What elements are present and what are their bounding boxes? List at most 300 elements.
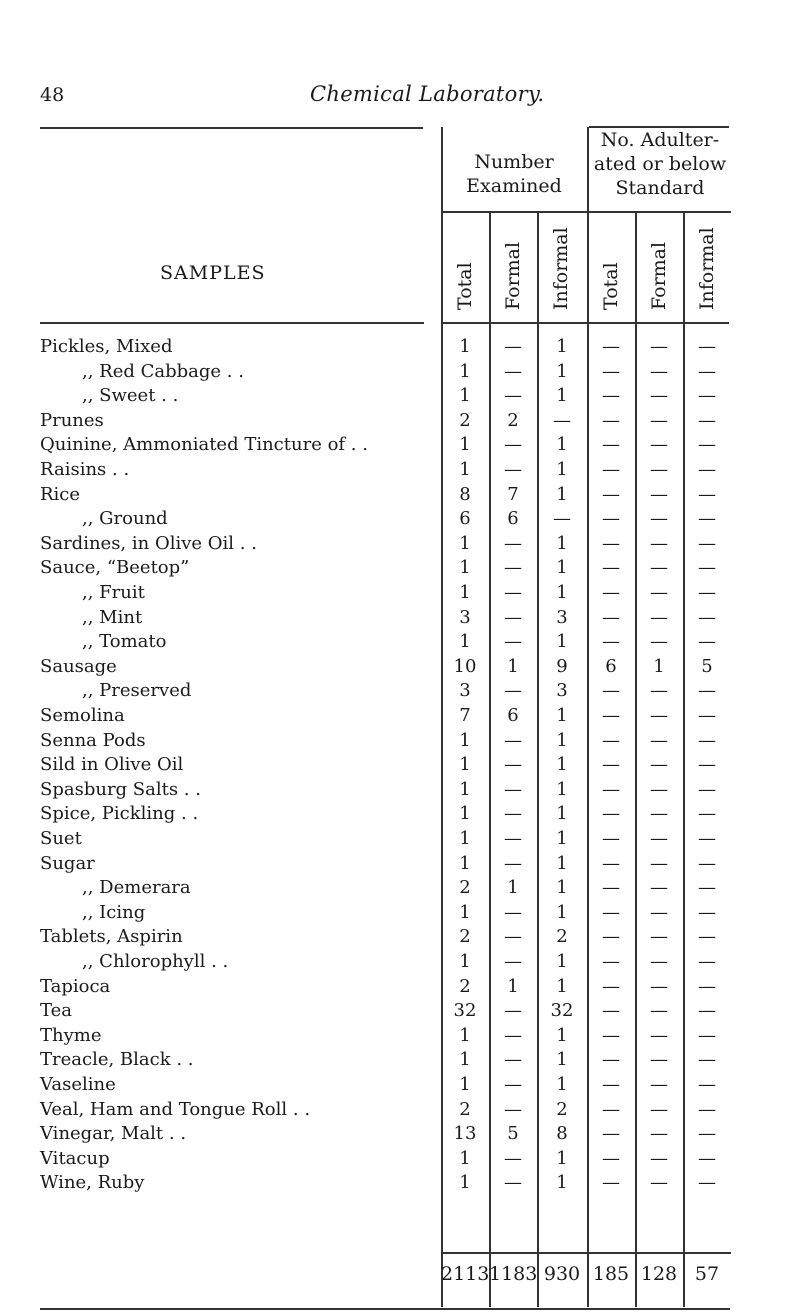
- table-cell: —: [602, 483, 620, 505]
- sample-name: Wine, Ruby: [40, 1172, 145, 1194]
- sample-name: Sardines, in Olive Oil . .: [40, 532, 257, 554]
- number-examined-line-1: Number: [474, 151, 554, 173]
- table-cell: 1: [459, 532, 471, 554]
- table-cell: —: [650, 557, 668, 579]
- table-row: [40, 753, 720, 777]
- sample-name: Pickles, Mixed: [40, 336, 173, 357]
- total-cell: 1183: [489, 1263, 538, 1285]
- table-cell: —: [650, 1000, 668, 1022]
- sample-name: ,, Ground: [82, 508, 168, 530]
- table-cell: —: [602, 606, 620, 628]
- table-cell: —: [504, 828, 522, 849]
- table-cell: —: [602, 729, 620, 751]
- table-cell: 1: [556, 729, 568, 751]
- totals-rule: [441, 1252, 731, 1254]
- table-row: [40, 433, 720, 457]
- table-cell: —: [698, 729, 716, 751]
- table-cell: —: [602, 1049, 620, 1071]
- table-cell: 1: [459, 459, 471, 480]
- table-cell: —: [698, 926, 716, 948]
- table-cell: 2: [459, 926, 471, 948]
- table-cell: —: [504, 778, 522, 800]
- table-cell: 1: [556, 901, 568, 923]
- table-cell: —: [602, 385, 620, 407]
- table-cell: —: [698, 532, 716, 554]
- table-cell: —: [602, 360, 620, 382]
- col-header-informal-adulterated: Informal: [696, 227, 718, 310]
- sample-name: ,, Fruit: [82, 582, 145, 603]
- samples-header: SAMPLES: [160, 262, 266, 284]
- table-cell: 2: [507, 409, 519, 431]
- table-cell: 1: [556, 1172, 568, 1194]
- table-row: [40, 1147, 720, 1171]
- sample-name: Tapioca: [40, 975, 111, 997]
- col-header-informal-examined: Informal: [550, 227, 572, 310]
- page-number: 48: [40, 84, 65, 106]
- table-cell: 10: [453, 655, 477, 677]
- sample-name: ,, Mint: [82, 606, 143, 628]
- table-cell: —: [602, 508, 620, 530]
- sample-name: ,, Demerara: [82, 877, 191, 899]
- table-cell: 1: [556, 532, 568, 554]
- table-row: [40, 999, 720, 1023]
- table-cell: —: [698, 705, 716, 726]
- table-cell: 2: [556, 1098, 568, 1120]
- table-cell: —: [602, 754, 620, 776]
- table-cell: —: [602, 1147, 620, 1169]
- sample-name: ,, Icing: [82, 901, 146, 923]
- sample-name: Suet: [40, 828, 82, 849]
- sample-name: Semolina: [40, 705, 125, 726]
- table-cell: —: [504, 631, 522, 653]
- number-examined-line-2: Examined: [466, 175, 562, 197]
- sample-name: Vinegar, Malt . .: [40, 1123, 187, 1145]
- table-cell: 3: [556, 606, 568, 628]
- table-cell: —: [698, 631, 716, 653]
- table-cell: —: [602, 1172, 620, 1194]
- table-row: [40, 1073, 720, 1097]
- table-cell: —: [698, 1074, 716, 1095]
- table-row: [40, 335, 720, 359]
- table-cell: 9: [556, 655, 568, 677]
- table-cell: —: [698, 459, 716, 480]
- table-row: [40, 975, 720, 999]
- header-divider: [441, 211, 731, 213]
- sample-name: Thyme: [40, 1024, 102, 1046]
- col-header-total-examined: Total: [454, 262, 476, 310]
- sample-name: Sauce, “Beetop”: [40, 557, 190, 579]
- table-cell: —: [602, 975, 620, 997]
- table-cell: —: [650, 483, 668, 505]
- table-cell: —: [698, 606, 716, 628]
- table-cell: 1: [556, 852, 568, 874]
- table-cell: —: [504, 582, 522, 603]
- table-cell: 1: [653, 655, 665, 677]
- table-cell: 1: [556, 557, 568, 579]
- table-cell: —: [602, 901, 620, 923]
- table-cell: —: [650, 1024, 668, 1046]
- table-cell: —: [602, 1074, 620, 1095]
- table-cell: 1: [556, 1024, 568, 1046]
- table-cell: —: [504, 951, 522, 972]
- table-cell: —: [602, 336, 620, 357]
- table-cell: 1: [507, 975, 519, 997]
- table-cell: 5: [507, 1123, 519, 1145]
- table-cell: —: [602, 582, 620, 603]
- table-cell: —: [504, 532, 522, 554]
- table-cell: 1: [556, 434, 568, 456]
- number-examined-header: [441, 150, 587, 198]
- table-cell: 6: [459, 508, 471, 530]
- table-cell: 1: [459, 729, 471, 751]
- table-cell: 1: [556, 975, 568, 997]
- table-cell: —: [602, 680, 620, 702]
- table-cell: 1: [459, 1024, 471, 1046]
- table-cell: —: [602, 803, 620, 825]
- table-row: [40, 1098, 720, 1122]
- table-cell: —: [602, 877, 620, 899]
- running-title: Chemical Laboratory.: [310, 82, 545, 106]
- total-cell: 930: [543, 1263, 581, 1285]
- table-cell: 1: [556, 1074, 568, 1095]
- table-cell: 1: [556, 803, 568, 825]
- table-cell: —: [602, 705, 620, 726]
- table-cell: 1: [556, 483, 568, 505]
- table-row: [40, 802, 720, 826]
- table-row: [40, 876, 720, 900]
- table-row: [40, 827, 720, 851]
- sample-name: Raisins . .: [40, 459, 130, 480]
- table-cell: —: [504, 901, 522, 923]
- table-cell: 1: [556, 951, 568, 972]
- table-cell: 8: [556, 1123, 568, 1145]
- adulterated-line-2: ated or below: [593, 153, 727, 175]
- table-cell: 1: [459, 557, 471, 579]
- table-cell: 1: [459, 852, 471, 874]
- table-cell: 1: [556, 705, 568, 726]
- table-cell: 7: [459, 705, 471, 726]
- table-cell: 13: [453, 1123, 477, 1145]
- table-row: [40, 1122, 720, 1146]
- table-cell: 32: [550, 1000, 574, 1022]
- table-cell: —: [602, 459, 620, 480]
- table-row: [40, 630, 720, 654]
- table-cell: —: [650, 778, 668, 800]
- table-cell: —: [504, 385, 522, 407]
- sample-name: ,, Red Cabbage . .: [82, 360, 244, 382]
- table-cell: 1: [556, 360, 568, 382]
- table-cell: —: [698, 877, 716, 899]
- table-cell: —: [602, 778, 620, 800]
- table-cell: 1: [556, 631, 568, 653]
- table-cell: —: [650, 877, 668, 899]
- table-cell: —: [698, 852, 716, 874]
- table-cell: —: [602, 828, 620, 849]
- table-cell: —: [504, 926, 522, 948]
- table-cell: 8: [459, 483, 471, 505]
- table-cell: —: [650, 975, 668, 997]
- col-header-total-adulterated: Total: [600, 262, 622, 310]
- table-cell: —: [553, 508, 571, 530]
- table-cell: 1: [556, 1049, 568, 1071]
- table-cell: —: [698, 557, 716, 579]
- table-row: [40, 679, 720, 703]
- sample-name: Veal, Ham and Tongue Roll . .: [40, 1098, 311, 1120]
- table-cell: 1: [556, 828, 568, 849]
- table-cell: —: [698, 778, 716, 800]
- table-cell: —: [698, 1000, 716, 1022]
- table-cell: —: [504, 754, 522, 776]
- table-row: [40, 901, 720, 925]
- table-cell: —: [698, 385, 716, 407]
- bottom-rule: [40, 1308, 730, 1310]
- table-row: [40, 852, 720, 876]
- table-cell: —: [698, 483, 716, 505]
- table-cell: —: [650, 1049, 668, 1071]
- table-cell: 2: [459, 409, 471, 431]
- col-header-formal-adulterated: Formal: [648, 241, 670, 310]
- table-cell: —: [698, 336, 716, 357]
- table-cell: 6: [605, 655, 617, 677]
- table-cell: 1: [556, 336, 568, 357]
- table-cell: 1: [459, 1049, 471, 1071]
- table-cell: 1: [556, 385, 568, 407]
- table-cell: —: [650, 409, 668, 431]
- table-cell: —: [602, 1123, 620, 1145]
- table-cell: —: [650, 926, 668, 948]
- table-cell: —: [650, 1123, 668, 1145]
- table-cell: —: [698, 1024, 716, 1046]
- table-row: [40, 507, 720, 531]
- table-cell: —: [504, 459, 522, 480]
- table-cell: —: [698, 1123, 716, 1145]
- table-cell: —: [504, 1074, 522, 1095]
- table-cell: 1: [459, 336, 471, 357]
- table-row: [40, 1048, 720, 1072]
- table-cell: 32: [453, 1000, 477, 1022]
- table-cell: 1: [459, 1172, 471, 1194]
- table-cell: 1: [556, 754, 568, 776]
- table-row: [40, 581, 720, 605]
- sample-name: Tea: [40, 1000, 72, 1022]
- table-cell: —: [504, 336, 522, 357]
- table-row: [40, 384, 720, 408]
- header-bottom-rule: [40, 322, 424, 324]
- table-cell: —: [650, 1147, 668, 1169]
- top-rule: [40, 127, 423, 129]
- table-cell: 2: [459, 1098, 471, 1120]
- table-cell: —: [650, 951, 668, 972]
- table-cell: —: [602, 1098, 620, 1120]
- table-cell: 1: [459, 631, 471, 653]
- header-bottom-rule-cols: [441, 322, 729, 324]
- table-cell: —: [698, 1172, 716, 1194]
- table-cell: 1: [459, 901, 471, 923]
- sample-name: Sild in Olive Oil: [40, 754, 184, 776]
- table-cell: 1: [556, 778, 568, 800]
- table-cell: —: [650, 459, 668, 480]
- table-row: [40, 360, 720, 384]
- table-row: [40, 409, 720, 433]
- table-cell: 1: [507, 877, 519, 899]
- table-cell: 1: [459, 951, 471, 972]
- table-row: [40, 1171, 720, 1195]
- table-cell: —: [698, 434, 716, 456]
- total-cell: 57: [694, 1263, 720, 1285]
- table-cell: —: [650, 582, 668, 603]
- table-cell: 1: [556, 459, 568, 480]
- col-header-formal-examined: Formal: [502, 241, 524, 310]
- table-cell: 1: [459, 360, 471, 382]
- table-cell: —: [698, 828, 716, 849]
- adulterated-line-3: Standard: [615, 177, 705, 199]
- table-row: [40, 1024, 720, 1048]
- table-cell: —: [602, 434, 620, 456]
- table-cell: —: [504, 729, 522, 751]
- total-cell: 128: [640, 1263, 678, 1285]
- table-cell: —: [650, 901, 668, 923]
- table-cell: 5: [701, 655, 713, 677]
- table-cell: —: [698, 975, 716, 997]
- table-cell: 2: [556, 926, 568, 948]
- table-cell: —: [650, 705, 668, 726]
- table-cell: —: [602, 951, 620, 972]
- sample-name: ,, Preserved: [82, 680, 192, 702]
- table-row: [40, 925, 720, 949]
- table-row: [40, 532, 720, 556]
- sample-name: ,, Chlorophyll . .: [82, 951, 229, 972]
- table-cell: —: [504, 1000, 522, 1022]
- table-cell: 1: [556, 1147, 568, 1169]
- table-row: [40, 606, 720, 630]
- table-cell: —: [504, 1024, 522, 1046]
- table-cell: —: [650, 434, 668, 456]
- table-cell: —: [698, 508, 716, 530]
- table-cell: —: [698, 1147, 716, 1169]
- table-cell: —: [504, 606, 522, 628]
- adulterated-header: [587, 128, 733, 200]
- table-cell: —: [650, 1098, 668, 1120]
- table-cell: —: [602, 926, 620, 948]
- table-cell: —: [504, 803, 522, 825]
- table-cell: —: [650, 754, 668, 776]
- table-row: [40, 950, 720, 974]
- sample-name: Vaseline: [40, 1074, 116, 1095]
- table-row: [40, 778, 720, 802]
- table-cell: —: [698, 951, 716, 972]
- sample-name: Treacle, Black . .: [40, 1049, 194, 1071]
- sample-name: Prunes: [40, 409, 104, 431]
- table-cell: —: [698, 360, 716, 382]
- sample-name: Senna Pods: [40, 729, 146, 751]
- total-cell: 185: [592, 1263, 630, 1285]
- table-row: [40, 556, 720, 580]
- sample-name: Tablets, Aspirin: [40, 926, 183, 948]
- table-cell: —: [504, 1049, 522, 1071]
- table-row: [40, 458, 720, 482]
- table-cell: 1: [459, 434, 471, 456]
- table-cell: —: [650, 385, 668, 407]
- table-cell: —: [650, 360, 668, 382]
- table-row: [40, 729, 720, 753]
- table-cell: —: [602, 1000, 620, 1022]
- total-cell: 2113: [441, 1263, 490, 1285]
- sample-name: Sausage: [40, 655, 117, 677]
- adulterated-line-1: No. Adulter-: [600, 129, 720, 151]
- table-cell: —: [602, 631, 620, 653]
- table-cell: —: [504, 852, 522, 874]
- table-cell: 1: [459, 754, 471, 776]
- table-cell: —: [698, 409, 716, 431]
- table-cell: —: [504, 360, 522, 382]
- table-cell: —: [650, 508, 668, 530]
- table-cell: —: [602, 852, 620, 874]
- table-cell: —: [504, 1172, 522, 1194]
- table-cell: 3: [556, 680, 568, 702]
- sample-name: ,, Sweet . .: [82, 385, 179, 407]
- table-cell: 1: [459, 778, 471, 800]
- table-cell: —: [650, 606, 668, 628]
- table-cell: 6: [507, 508, 519, 530]
- table-row: [40, 655, 720, 679]
- table-cell: —: [650, 828, 668, 849]
- table-cell: —: [504, 680, 522, 702]
- sample-name: Sugar: [40, 852, 95, 874]
- sample-name: Rice: [40, 483, 81, 505]
- table-cell: —: [698, 754, 716, 776]
- sample-name: Spice, Pickling . .: [40, 803, 199, 825]
- table-cell: —: [650, 532, 668, 554]
- table-cell: —: [553, 409, 571, 431]
- table-cell: —: [650, 729, 668, 751]
- sample-name: Quinine, Ammoniated Tincture of . .: [40, 434, 368, 456]
- table-cell: —: [698, 680, 716, 702]
- table-cell: 1: [459, 582, 471, 603]
- table-cell: 1: [556, 877, 568, 899]
- table-cell: —: [698, 901, 716, 923]
- table-cell: —: [698, 582, 716, 603]
- table-cell: —: [602, 557, 620, 579]
- table-cell: —: [602, 1024, 620, 1046]
- table-cell: —: [698, 803, 716, 825]
- table-cell: —: [650, 336, 668, 357]
- table-cell: 1: [507, 655, 519, 677]
- table-cell: —: [602, 532, 620, 554]
- table-cell: —: [504, 1098, 522, 1120]
- table-cell: 7: [507, 483, 519, 505]
- sample-name: ,, Tomato: [82, 631, 167, 653]
- table-cell: 1: [556, 582, 568, 603]
- table-cell: 6: [507, 705, 519, 726]
- table-cell: 1: [459, 385, 471, 407]
- table-cell: —: [602, 409, 620, 431]
- table-cell: —: [650, 680, 668, 702]
- table-cell: —: [650, 1172, 668, 1194]
- table-cell: 1: [459, 803, 471, 825]
- sample-name: Vitacup: [40, 1147, 110, 1169]
- sample-name: Spasburg Salts . .: [40, 778, 201, 800]
- table-cell: —: [504, 434, 522, 456]
- table-cell: 1: [459, 1147, 471, 1169]
- table-cell: 1: [459, 828, 471, 849]
- table-row: [40, 483, 720, 507]
- table-cell: —: [650, 852, 668, 874]
- table-cell: 3: [459, 680, 471, 702]
- table-cell: 2: [459, 975, 471, 997]
- table-cell: 3: [459, 606, 471, 628]
- table-cell: —: [698, 1098, 716, 1120]
- table-cell: —: [650, 631, 668, 653]
